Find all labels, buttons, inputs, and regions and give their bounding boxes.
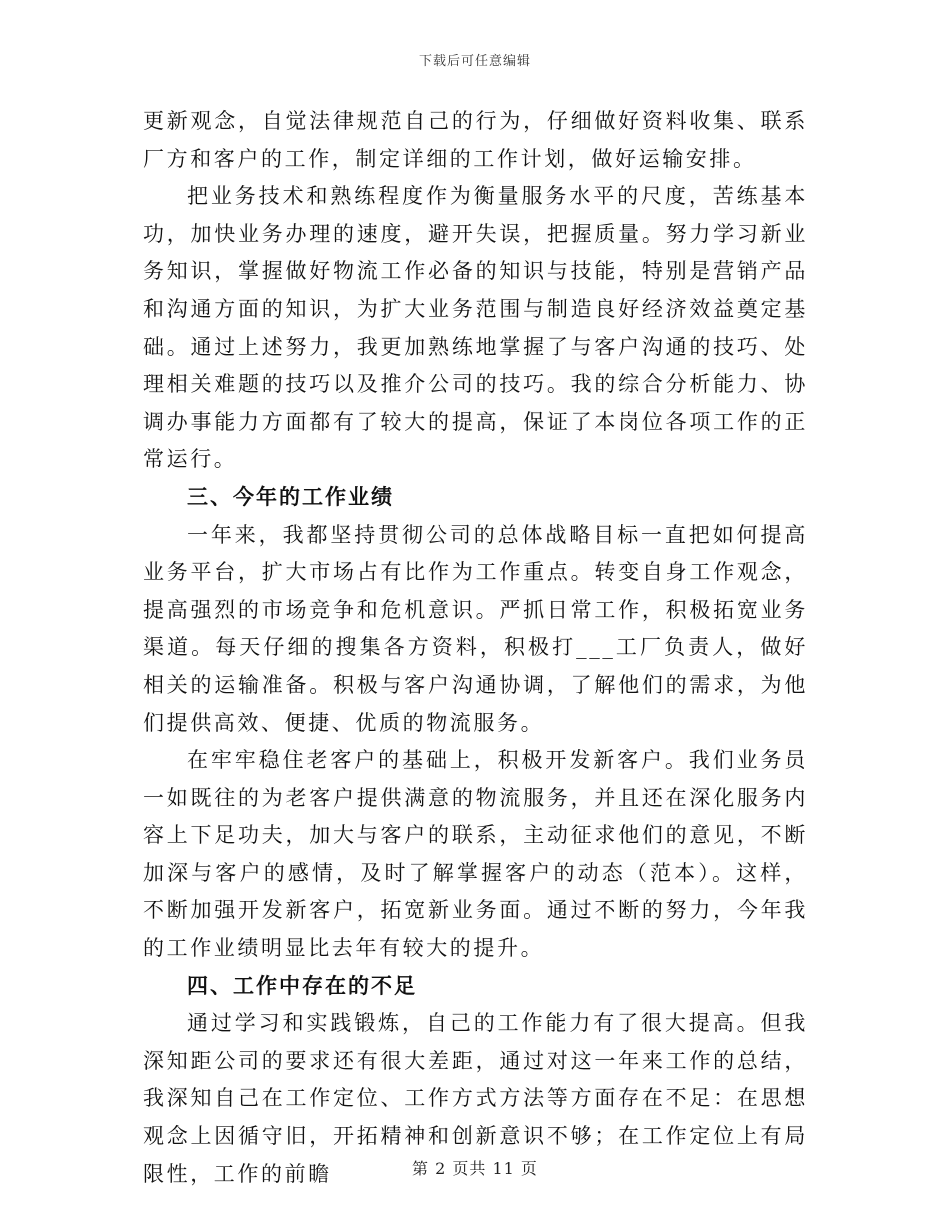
page-header: 下载后可任意编辑 bbox=[418, 54, 531, 69]
paragraph-skills: 把业务技术和熟练程度作为衡量服务水平的尺度，苦练基本功，加快业务办理的速度，避开失误，把握质量。努力学习新业务知识，掌握做好物流工作必备的知识与技能，特别是营销产品和沟通方面的知识，为扩大业务范围与制造良好经济效益奠定基础。通过上述努力，我更加熟练地掌握了与客户沟通的技巧、处理相关难题的技巧以及推介公司的技巧。我的综合分析能力、协调办事能力方面都有了较大的提高，保证了本岗位各项工作的正常运行。 bbox=[143, 184, 808, 472]
section-heading-shortcomings: 四、工作中存在的不足 bbox=[187, 973, 417, 998]
section-heading-achievements: 三、今年的工作业绩 bbox=[187, 484, 394, 509]
paragraph-continuation: 更新观念，自觉法律规范自己的行为，仔细做好资料收集、联系厂方和客户的工作，制定详细的工作计划，做好运输安排。 bbox=[143, 109, 808, 171]
document-body bbox=[143, 103, 808, 1193]
paragraph-achievements: 一年来，我都坚持贯彻公司的总体战略目标一直把如何提高业务平台，扩大市场占有比作为工作重点。转变自身工作观念，提高强烈的市场竞争和危机意识。严抓日常工作，积极拓宽业务渠道。每天仔细的搜集各方资料，积极打___工厂负责人，做好相关的运输准备。积极与客户沟通协调，了解他们的需求，为他们提供高效、便捷、优质的物流服务。 bbox=[143, 522, 808, 735]
paragraph-new-clients: 在牢牢稳住老客户的基础上，积极开发新客户。我们业务员一如既往的为老客户提供满意的物流服务，并且还在深化服务内容上下足功夫，加大与客户的联系，主动征求他们的意见，不断加深与客户的感情，及时了解掌握客户的动态（范本）。这样，不断加强开发新客户，拓宽新业务面。通过不断的努力，今年我的工作业绩明显比去年有较大的提升。 bbox=[143, 748, 808, 961]
page-number-footer: 第 2 页共 11 页 bbox=[412, 1159, 538, 1178]
paragraph-shortcomings: 通过学习和实践锻炼，自己的工作能力有了很大提高。但我深知距公司的要求还有很大差距，通过对这一年来工作的总结，我深知自己在工作定位、工作方式方法等方面存在不足：在思想观念上因循守旧，开拓精神和创新意识不够；在工作定位上有局限性，工作的前瞻 bbox=[143, 1011, 808, 1186]
